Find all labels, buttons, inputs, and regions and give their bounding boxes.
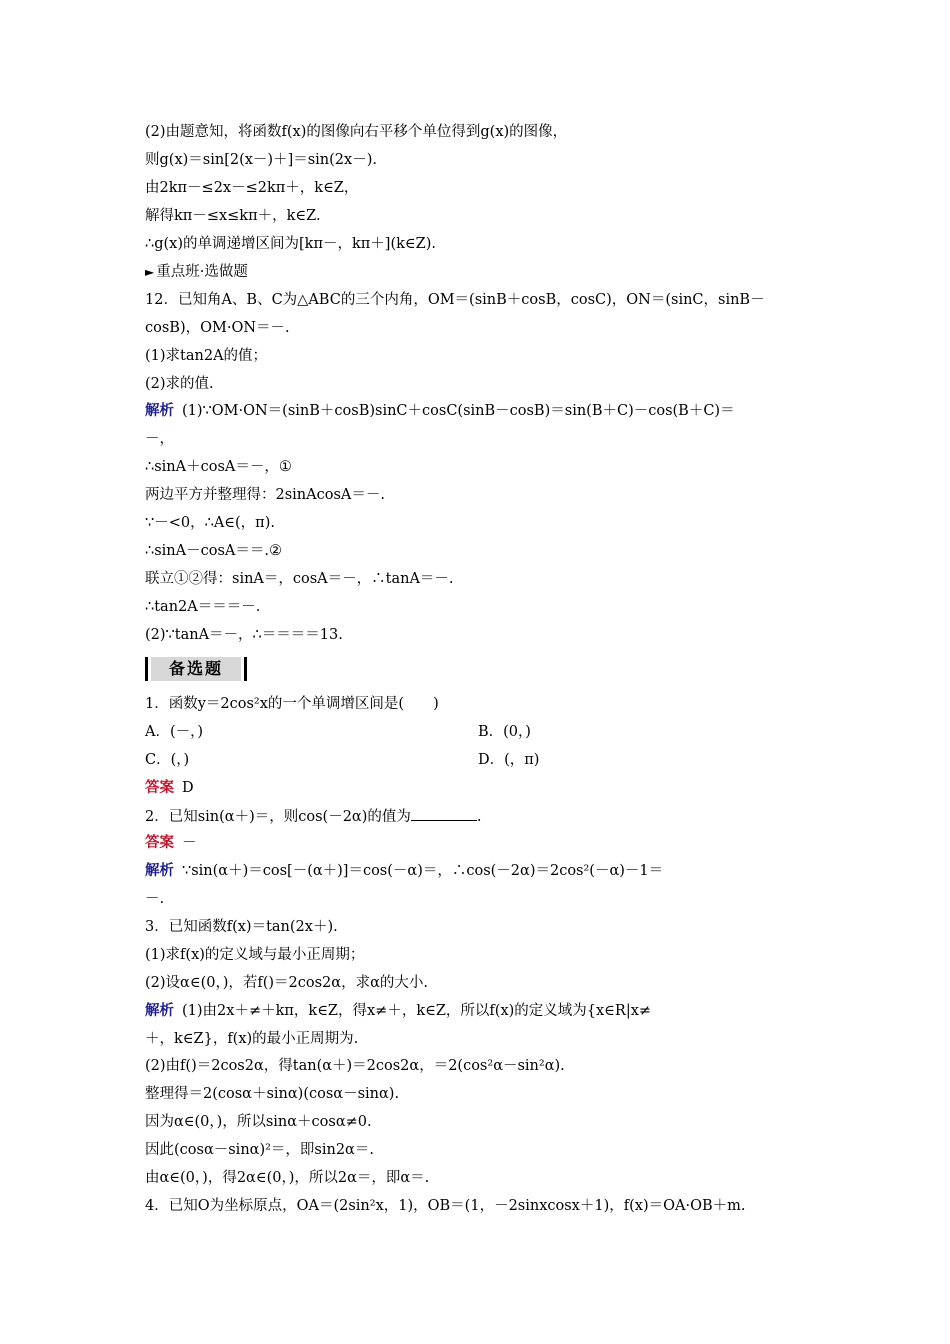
text-line: 则g(x)＝sin[2(x－)＋]＝sin(2x－). xyxy=(145,152,377,168)
answer-line: 答案 D xyxy=(145,779,194,796)
text-line: (1)求tan2A的值； xyxy=(145,348,268,364)
choice-c: C．(，) xyxy=(145,752,190,768)
text-line: (2)求的值. xyxy=(145,376,214,392)
text-line: －. xyxy=(145,891,165,907)
text-line: cosB)，OM·ON＝－. xyxy=(145,320,290,336)
answer-label: 答案 xyxy=(145,834,174,851)
problem-statement: 4．已知O为坐标原点，OA＝(2sin²x，1)，OB＝(1，－2sinxcosx＋1)，f(x)＝OA·OB＋m. xyxy=(145,1198,746,1214)
problem-statement: 3．已知函数f(x)＝tan(2x＋). xyxy=(145,919,338,935)
text-line: 整理得＝2(cosα＋sinα)(cosα－sinα). xyxy=(145,1086,400,1102)
text-line: 联立①②得：sinA＝，cosA＝－，∴tanA＝－. xyxy=(145,571,454,587)
text-line: －， xyxy=(145,431,174,447)
problem-statement: 12．已知角A、B、C为△ABC的三个内角，OM＝(sinB＋cosB，cosC)，ON＝(sinC，sinB－ xyxy=(145,292,765,308)
choice-d: D．(，π) xyxy=(478,752,540,768)
section-header xyxy=(145,657,247,681)
subsection-heading: ► 重点班·选做题 xyxy=(145,264,248,280)
blank-line xyxy=(411,806,477,821)
solution-label: 解析 xyxy=(145,402,174,419)
text-line: (2)∵tanA＝－，∴＝＝＝＝13. xyxy=(145,627,343,643)
choice-row xyxy=(145,722,815,742)
solution-line: 解析 ∵sin(α＋)＝cos[－(α＋)]＝cos(－α)＝，∴cos(－2α)＝2cos²(－α)－1＝ xyxy=(145,862,664,879)
text-line: ∴sinA－cosA＝＝.② xyxy=(145,543,282,559)
text-line: ∴g(x)的单调递增区间为[kπ－，kπ＋](k∈Z). xyxy=(145,236,436,252)
text-line: (2)由f()＝2cos2α，得tan(α＋)＝2cos2α，＝2(cos²α－sin²α). xyxy=(145,1058,565,1074)
text-line: ∴tan2A＝＝＝－. xyxy=(145,599,261,615)
choice-a: A．(－，) xyxy=(145,724,204,740)
answer-line: 答案 － xyxy=(145,834,197,851)
text-line: (1)求f(x)的定义域与最小正周期； xyxy=(145,947,365,963)
choice-row xyxy=(145,750,815,770)
solution-label: 解析 xyxy=(145,1002,174,1019)
solution-line: 解析 (1)∵OM·ON＝(sinB＋cosB)sinC＋cosC(sinB－cosB)＝sin(B＋C)－cos(B＋C)＝ xyxy=(145,402,735,419)
problem-statement: 1．函数y＝2cos²x的一个单调增区间是( ) xyxy=(145,696,439,712)
problem-statement: 2．已知sin(α＋)＝，则cos(－2α)的值为 . xyxy=(145,806,815,827)
text-line: (2)设α∈(0，)，若f()＝2cos2α，求α的大小. xyxy=(145,975,428,991)
section-title: 备选题 xyxy=(168,659,223,678)
solution-label: 解析 xyxy=(145,862,174,879)
text-line: 由α∈(0，)，得2α∈(0，)，所以2α＝，即α＝. xyxy=(145,1170,430,1186)
choice-b: B．(0，) xyxy=(478,724,531,740)
answer-label: 答案 xyxy=(145,779,174,796)
text-line: 两边平方并整理得：2sinAcosA＝－. xyxy=(145,487,385,503)
text-line: ＋，k∈Z}，f(x)的最小正周期为. xyxy=(145,1031,359,1047)
triangle-marker-icon: ► xyxy=(145,265,155,279)
text-line: 因为α∈(0，)，所以sinα＋cosα≠0. xyxy=(145,1114,372,1130)
text-line: ∵－<0，∴A∈(，π). xyxy=(145,515,275,531)
text-line: 因此(cosα－sinα)²＝，即sin2α＝. xyxy=(145,1142,374,1158)
text-line: (2)由题意知，将函数f(x)的图像向右平移个单位得到g(x)的图像， xyxy=(145,124,568,140)
solution-line: 解析 (1)由2x＋≠＋kπ，k∈Z，得x≠＋，k∈Z，所以f(x)的定义域为{x∈R|x≠ xyxy=(145,1002,652,1019)
text-line: 解得kπ－≤x≤kπ＋，k∈Z. xyxy=(145,208,321,224)
text-line: 由2kπ－≤2x－≤2kπ＋，k∈Z， xyxy=(145,180,359,196)
text-line: ∴sinA＋cosA＝－，① xyxy=(145,459,292,475)
